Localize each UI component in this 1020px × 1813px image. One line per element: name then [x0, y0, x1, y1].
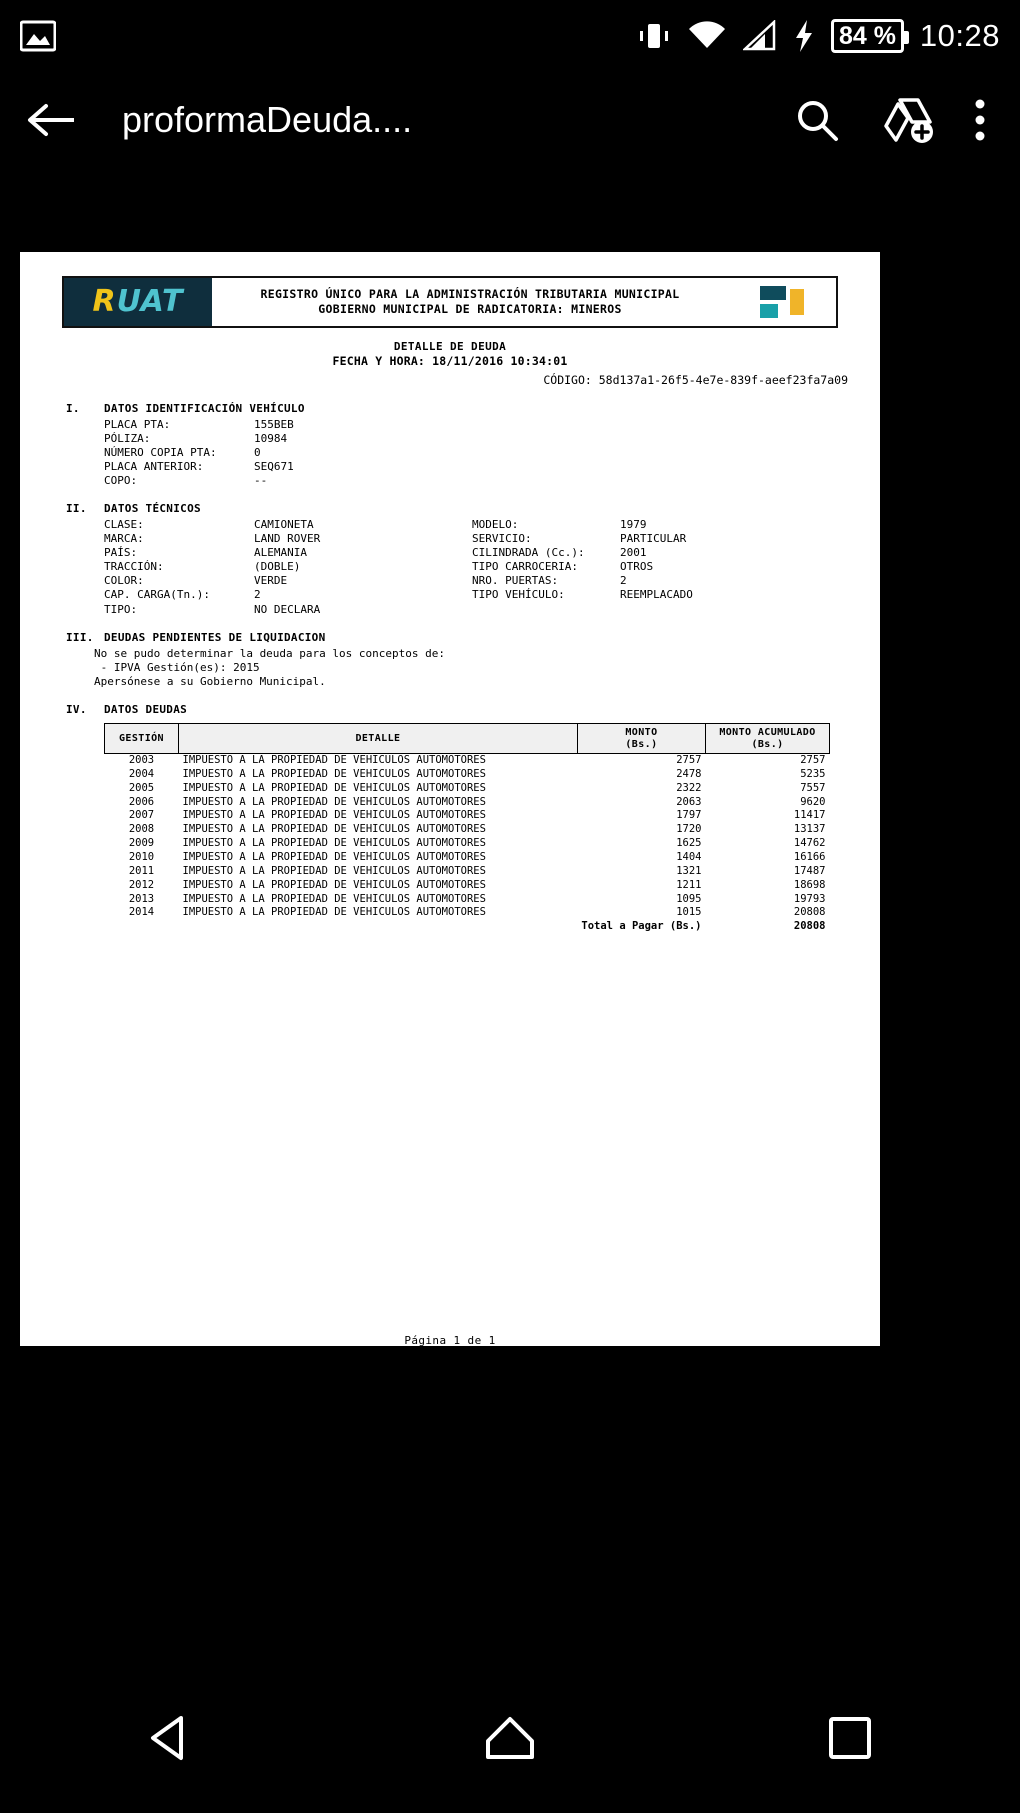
cell-gestion: 2004	[128, 767, 155, 780]
battery-icon	[831, 19, 904, 53]
field-value: PARTICULAR	[620, 532, 687, 546]
app-bar	[0, 72, 1020, 168]
field-row	[104, 588, 472, 602]
cell-gestion: 2012	[128, 878, 155, 891]
field-value: 1979	[620, 518, 647, 532]
table-row	[105, 809, 830, 823]
cell-gestion: 2006	[128, 795, 155, 808]
field-value: CAMIONETA	[254, 518, 314, 532]
field-row	[472, 546, 856, 560]
cell-acumulado: 11417	[793, 809, 826, 822]
status-clock: 10:28	[919, 18, 1000, 53]
cell-monto: 1211	[676, 878, 702, 891]
cell-monto: 2478	[676, 767, 702, 780]
total-value: 20808	[793, 920, 826, 933]
column-header-detalle: DETALLE	[179, 724, 578, 754]
column-header-acum-line1: MONTO ACUMULADO	[719, 727, 816, 738]
field-value: VERDE	[254, 574, 288, 588]
field-row	[104, 560, 472, 574]
tecnicos-right-column	[472, 518, 856, 617]
cell-gestion: 2009	[128, 837, 155, 850]
field-value: 155BEB	[254, 417, 294, 431]
table-row	[105, 865, 830, 879]
cell-gestion: 2003	[128, 754, 155, 766]
field-row	[104, 518, 472, 532]
field-row	[472, 532, 856, 546]
cell-acumulado: 13137	[793, 823, 826, 836]
cell-gestion: 2014	[128, 906, 155, 919]
cell-detalle: IMPUESTO A LA PROPIEDAD DE VEHICULOS AUTOMOTORES	[182, 823, 486, 836]
field-label: CAP. CARGA(Tn.):	[104, 588, 210, 602]
field-value: SEQ671	[254, 459, 294, 473]
cell-acumulado: 5235	[800, 767, 826, 780]
section-datos-tecnicos	[44, 502, 856, 617]
image-icon	[20, 20, 56, 52]
cell-acumulado: 16166	[793, 851, 826, 864]
deco-square-teal	[760, 304, 778, 318]
column-header-monto	[577, 724, 705, 754]
field-row	[104, 474, 856, 488]
field-label: TIPO:	[104, 602, 138, 616]
field-value: REEMPLACADO	[620, 588, 693, 602]
cell-detalle: IMPUESTO A LA PROPIEDAD DE VEHICULOS AUTOMOTORES	[182, 906, 486, 919]
document-title: DETALLE DE DEUDA	[393, 340, 507, 353]
more-vertical-icon[interactable]	[972, 96, 988, 144]
cell-acumulado: 20808	[793, 906, 826, 919]
cell-acumulado: 14762	[793, 837, 826, 850]
total-label: Total a Pagar (Bs.)	[581, 920, 702, 933]
cell-acumulado: 18698	[793, 878, 826, 891]
column-header-acum-line2: (Bs.)	[751, 738, 784, 750]
field-label: TIPO VEHÍCULO:	[472, 588, 565, 602]
pendientes-line-3: Apersónese a su Gobierno Municipal.	[94, 674, 326, 688]
document-header-band	[62, 276, 838, 328]
status-bar	[0, 0, 1020, 72]
cell-acumulado: 7557	[800, 781, 826, 794]
table-row	[105, 754, 830, 768]
section-2-title: DATOS TÉCNICOS	[104, 501, 201, 515]
field-label: COLOR:	[104, 574, 144, 588]
field-value: (DOBLE)	[254, 560, 301, 574]
table-total-row	[105, 920, 830, 934]
field-label: CILINDRADA (Cc.):	[472, 546, 585, 560]
cell-monto: 1797	[676, 809, 702, 822]
document-code: CÓDIGO: 58d137a1-26f5-4e7e-839f-aeef23fa7a09	[543, 372, 848, 387]
cell-detalle: IMPUESTO A LA PROPIEDAD DE VEHICULOS AUTOMOTORES	[182, 864, 486, 877]
pendientes-line-1: No se pudo determinar la deuda para los conceptos de:	[94, 646, 445, 660]
cell-monto: 1015	[676, 906, 702, 919]
cell-gestion: 2011	[128, 864, 155, 877]
page-title: proformaDeuda....	[122, 99, 413, 140]
table-header-row	[105, 724, 830, 754]
field-row	[104, 603, 472, 617]
table-row	[105, 851, 830, 865]
field-row	[472, 588, 856, 602]
table-row	[105, 823, 830, 837]
cell-gestion: 2007	[128, 809, 155, 822]
field-value: --	[254, 473, 268, 487]
cell-monto: 1095	[676, 892, 702, 905]
field-value: 2	[620, 574, 627, 588]
cell-detalle: IMPUESTO A LA PROPIEDAD DE VEHICULOS AUTOMOTORES	[182, 892, 486, 905]
cell-monto: 1404	[676, 851, 702, 864]
header-decoration	[728, 278, 836, 326]
charging-bolt-icon	[793, 19, 815, 53]
field-label: NRO. PUERTAS:	[472, 574, 559, 588]
field-value: 10984	[254, 431, 288, 445]
field-value: 2001	[620, 546, 647, 560]
section-1-number: I.	[66, 401, 80, 415]
table-row	[105, 796, 830, 810]
cell-acumulado: 17487	[793, 864, 826, 877]
vibrate-icon	[637, 19, 671, 53]
cell-monto: 1720	[676, 823, 702, 836]
table-row	[105, 837, 830, 851]
ruat-logo	[64, 278, 212, 326]
table-row	[105, 782, 830, 796]
tecnicos-left-column	[104, 518, 472, 617]
cell-detalle: IMPUESTO A LA PROPIEDAD DE VEHICULOS AUTOMOTORES	[182, 795, 486, 808]
field-label: PAÍS:	[104, 546, 138, 560]
field-row	[104, 446, 856, 460]
cell-gestion: 2013	[128, 892, 155, 905]
field-label: MODELO:	[472, 518, 519, 532]
table-row	[105, 893, 830, 907]
deco-square-teal-dark	[760, 286, 786, 300]
logo-text-r: R	[92, 284, 117, 319]
back-arrow-icon[interactable]	[26, 100, 78, 140]
field-value: ALEMANIA	[254, 546, 307, 560]
field-label: TIPO CARROCERIA:	[472, 560, 578, 574]
field-value: OTROS	[620, 560, 654, 574]
cell-gestion: 2008	[128, 823, 155, 836]
cell-detalle: IMPUESTO A LA PROPIEDAD DE VEHICULOS AUTOMOTORES	[182, 754, 486, 766]
field-row	[472, 518, 856, 532]
table-row	[105, 768, 830, 782]
cell-acumulado: 9620	[800, 795, 826, 808]
cell-detalle: IMPUESTO A LA PROPIEDAD DE VEHICULOS AUTOMOTORES	[182, 781, 486, 794]
column-header-monto-acumulado	[706, 724, 830, 754]
section-deudas-pendientes	[44, 631, 856, 689]
field-label: MARCA:	[104, 532, 144, 546]
field-row	[472, 574, 856, 588]
field-row	[104, 532, 472, 546]
cell-gestion: 2010	[128, 851, 155, 864]
search-icon[interactable]	[794, 97, 840, 143]
deudas-table	[104, 723, 830, 934]
field-value: LAND ROVER	[254, 532, 321, 546]
battery-level-label: 84 %	[831, 19, 904, 53]
cell-acumulado: 19793	[793, 892, 826, 905]
deco-square-yellow	[790, 289, 804, 315]
section-1-title: DATOS IDENTIFICACIÓN VEHÍCULO	[104, 401, 305, 415]
document-page	[20, 252, 880, 1348]
cell-monto: 2063	[676, 795, 702, 808]
nav-back-triangle-icon[interactable]	[110, 1693, 230, 1783]
signal-icon	[743, 20, 777, 52]
section-4-number: IV.	[66, 702, 87, 716]
field-label: TRACCIÓN:	[104, 560, 164, 574]
column-header-gestion: GESTIÓN	[105, 724, 179, 754]
header-institution-text	[212, 278, 728, 326]
section-2-number: II.	[66, 501, 87, 515]
nav-recents-square-icon[interactable]	[790, 1693, 910, 1783]
cell-detalle: IMPUESTO A LA PROPIEDAD DE VEHICULOS AUTOMOTORES	[182, 837, 486, 850]
table-row	[105, 906, 830, 920]
field-row	[104, 418, 856, 432]
field-row	[104, 546, 472, 560]
cell-acumulado: 2757	[800, 754, 826, 766]
field-row	[104, 432, 856, 446]
cell-detalle: IMPUESTO A LA PROPIEDAD DE VEHICULOS AUTOMOTORES	[182, 878, 486, 891]
section-3-title: DEUDAS PENDIENTES DE LIQUIDACION	[104, 630, 326, 644]
column-header-monto-line2: (Bs.)	[625, 738, 658, 750]
section-4-title: DATOS DEUDAS	[104, 702, 188, 716]
cell-detalle: IMPUESTO A LA PROPIEDAD DE VEHICULOS AUTOMOTORES	[182, 851, 486, 864]
pendientes-line-2: - IPVA Gestión(es): 2015	[94, 660, 260, 674]
cell-monto: 2757	[676, 754, 702, 766]
section-3-number: III.	[66, 630, 94, 644]
logo-text-uat: UAT	[116, 284, 184, 319]
cell-gestion: 2005	[128, 781, 155, 794]
cell-monto: 2322	[676, 781, 702, 794]
android-nav-bar	[0, 1663, 1020, 1813]
document-datetime: FECHA Y HORA: 18/11/2016 10:34:01	[332, 354, 568, 369]
field-value: 2	[254, 588, 261, 602]
cell-detalle: IMPUESTO A LA PROPIEDAD DE VEHICULOS AUTOMOTORES	[182, 809, 486, 822]
field-label: SERVICIO:	[472, 532, 532, 546]
table-row	[105, 879, 830, 893]
page-footer: Página 1 de 1	[404, 1334, 496, 1348]
section-identificacion-vehiculo	[44, 402, 856, 488]
header-line-1: REGISTRO ÚNICO PARA LA ADMINISTRACIÓN TRIBUTARIA MUNICIPAL	[260, 287, 680, 302]
field-value: NO DECLARA	[254, 602, 321, 616]
field-label: PLACA ANTERIOR:	[104, 459, 204, 473]
cell-detalle: IMPUESTO A LA PROPIEDAD DE VEHICULOS AUTOMOTORES	[182, 767, 486, 780]
field-label: CLASE:	[104, 518, 144, 532]
field-label: NÚMERO COPIA PTA:	[104, 445, 217, 459]
field-row	[104, 574, 472, 588]
header-line-2: GOBIERNO MUNICIPAL DE RADICATORIA: MINEROS	[318, 302, 622, 316]
field-label: PÓLIZA:	[104, 431, 151, 445]
cell-monto: 1625	[676, 837, 702, 850]
wifi-icon	[687, 20, 727, 52]
section-datos-deudas	[44, 703, 856, 934]
nav-home-icon[interactable]	[450, 1693, 570, 1783]
column-header-monto-line1: MONTO	[625, 727, 658, 738]
add-to-drive-icon[interactable]	[880, 96, 936, 144]
cell-monto: 1321	[676, 864, 702, 877]
field-row	[472, 560, 856, 574]
field-row	[104, 460, 856, 474]
field-label: PLACA PTA:	[104, 417, 171, 431]
document-viewer[interactable]	[20, 252, 880, 1346]
field-value: 0	[254, 445, 261, 459]
field-label: COPO:	[104, 473, 138, 487]
